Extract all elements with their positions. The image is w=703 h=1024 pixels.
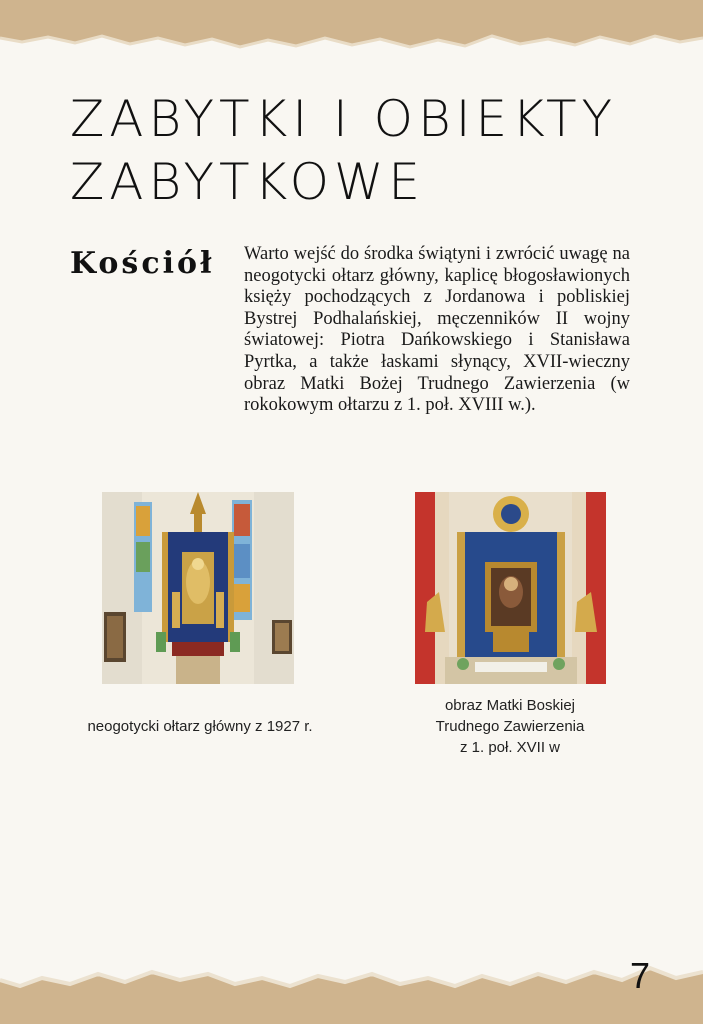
madonna-painting-photo: [415, 492, 606, 684]
madonna-painting-caption: [400, 695, 620, 758]
section-heading: Kościół: [70, 246, 215, 281]
main-altar-photo: [102, 492, 294, 684]
title-line-2: ZABYTKOWE: [70, 153, 425, 211]
caption-line: neogotycki ołtarz główny z 1927 r.: [87, 718, 313, 735]
caption-line: Trudnego Zawierzenia: [435, 718, 585, 735]
caption-line: z 1. poł. XVII w: [459, 739, 561, 756]
section-body-text: Warto wejść do środka świątyni i zwrócić uwagę na neogotycki ołtarz główny, kaplicę błogosławionych księży pochodzących z Jordanowa i pobliskiej Bystrej Podhalańskiej, męczenników II wojny światowej: Piotra Dańkowskiego i Stanisława Pyrtka, a także łaskami słynący, XVII-wieczny obraz Matki Bożej Trudnego Zawierzenia (w rokokowym ołtarzu z 1. poł. XVIII w.).: [244, 244, 630, 416]
main-altar-caption: [60, 716, 340, 737]
page-title: [70, 88, 670, 214]
torn-paper-bottom: [0, 954, 703, 1024]
torn-paper-top: [0, 0, 703, 60]
caption-line: obraz Matki Boskiej: [444, 697, 576, 714]
title-line-1: ZABYTKI I OBIEKTY: [70, 90, 618, 148]
page-number: 7: [630, 955, 651, 996]
